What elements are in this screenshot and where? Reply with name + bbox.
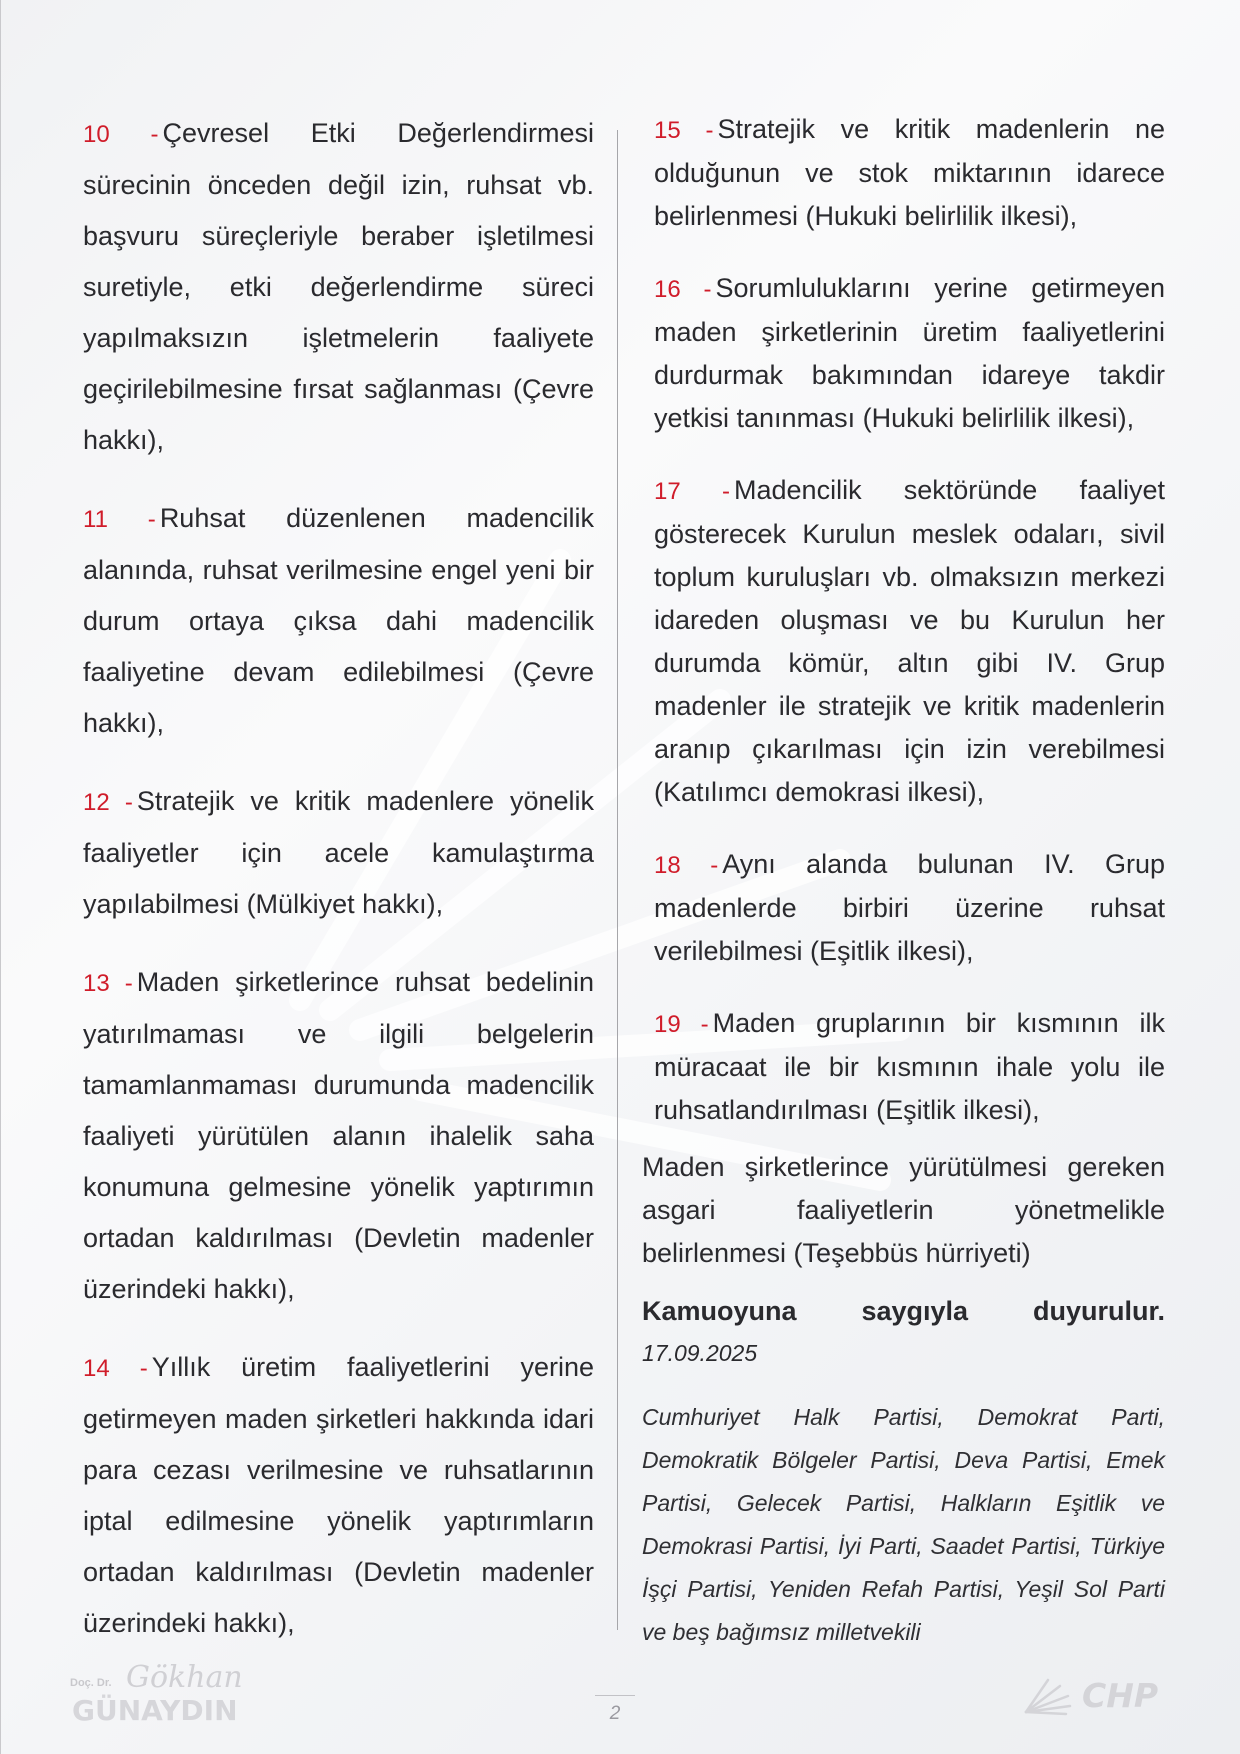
page-number: 2 xyxy=(609,1703,621,1724)
signature-script: Gökhan xyxy=(126,1660,243,1695)
list-item xyxy=(83,776,594,930)
final-paragraph: Maden şirketlerince yürütülmesi gereken asgari faaliyetlerin yönetmelikle belirlenmesi (Teşebbüs hürriyeti) xyxy=(642,1152,1165,1268)
document-date: 17.09.2025 xyxy=(642,1340,758,1366)
item-number: 12 - xyxy=(83,789,133,816)
item-text: Stratejik ve kritik madenlere yönelik faaliyetler için acele kamulaştırma yapılabilmesi (Mülkiyet hakkı), xyxy=(83,786,595,919)
item-text: Çevresel Etki Değerlendirmesi sürecinin önceden değil izin, ruhsat vb. başvuru süreçleriyle beraber işletilmesi suretiyle, etki değerlendirme süreci yapılmaksızın işletmelerin faaliyete geçirilebilmesine fırsat sağlanması (Çevre hakkı), xyxy=(83,118,594,455)
list-item xyxy=(654,1002,1165,1132)
signatory-parties: Cumhuriyet Halk Partisi, Demokrat Parti, Demokratik Bölgeler Partisi, Deva Partisi, Emek Partisi, Gelecek Partisi, Halkların Eşitlik ve Demokrasi Partisi, İyi Parti, Saadet Partisi, Türkiye İşçi Partisi, Yeniden Refah Partisi, Yeşil Sol Parti ve beş bağımsız milletvekili xyxy=(642,1404,1165,1645)
item-number: 15 - xyxy=(654,117,714,144)
list-item xyxy=(654,108,1165,238)
left-column xyxy=(83,108,594,1676)
item-number: 14 - xyxy=(83,1355,148,1382)
item-number: 19 - xyxy=(654,1011,709,1038)
column-divider xyxy=(617,130,618,1630)
item-text: Aynı alanda bulunan IV. Grup madenlerde birbiri üzerine ruhsat verilebilmesi (Eşitlik ilkesi), xyxy=(654,849,1165,966)
page-border xyxy=(0,0,1,1754)
list-item xyxy=(83,493,594,749)
item-number: 11 - xyxy=(83,506,156,533)
item-number: 10 - xyxy=(83,121,159,148)
item-text: Stratejik ve kritik madenlerin ne olduğunun ve stok miktarının idarece belirlenmesi (Hukuki belirlilik ilkesi), xyxy=(654,114,1165,231)
signature-name: GÜNAYDIN xyxy=(72,1694,238,1727)
list-item xyxy=(654,469,1165,814)
item-number: 16 - xyxy=(654,276,712,303)
item-text: Maden şirketlerince ruhsat bedelinin yatırılmaması ve ilgili belgelerin tamamlanmaması durumunda madencilik faaliyeti yürütülen alanın ihalelik saha konumuna gelmesine yönelik yaptırımın ortadan kaldırılması (Devletin madenler üzerindeki hakkı), xyxy=(83,967,594,1304)
item-number: 18 - xyxy=(654,852,719,879)
list-item xyxy=(83,1342,594,1649)
list-item xyxy=(83,957,594,1315)
item-text: Madencilik sektöründe faaliyet gösterecek Kurulun meslek odaları, sivil toplum kuruluşları vb. olmaksızın merkezi idareden oluşması ve bu Kurulun her durumda kömür, altın gibi IV. Grup madenler ile stratejik ve kritik madenlerin aranıp çıkarılması için izin verebilmesi (Katılımcı demokrasi ilkesi), xyxy=(654,475,1165,807)
footer-divider xyxy=(595,1695,635,1696)
chp-rays-icon xyxy=(1020,1676,1076,1716)
right-column xyxy=(642,108,1165,1677)
list-item xyxy=(83,108,594,466)
closing-statement: Kamuoyuna saygıyla duyurulur. xyxy=(642,1296,1165,1326)
item-text: Yıllık üretim faaliyetlerini yerine getirmeyen maden şirketleri hakkında idari para cezası verilmesine ve ruhsatlarının iptal edilmesine yönelik yaptırımların ortadan kaldırılması (Devletin madenler üzerindeki hakkı), xyxy=(83,1352,594,1638)
item-text: Ruhsat düzenlenen madencilik alanında, ruhsat verilmesine engel yeni bir durum ortaya çıksa dahi madencilik faaliyetine devam edilebilmesi (Çevre hakkı), xyxy=(83,503,595,738)
item-number: 17 - xyxy=(654,478,731,505)
item-number: 13 - xyxy=(83,970,133,997)
item-text: Maden gruplarının bir kısmının ilk müracaat ile bir kısmının ihale yolu ile ruhsatlandırılması (Eşitlik ilkesi), xyxy=(654,1008,1165,1125)
signature-title: Doç. Dr. xyxy=(70,1677,112,1689)
list-item xyxy=(654,843,1165,973)
item-text: Sorumluluklarını yerine getirmeyen maden şirketlerinin üretim faaliyetlerini durdurmak bakımından idareye takdir yetkisi tanınması (Hukuki belirlilik ilkesi), xyxy=(654,273,1165,433)
chp-logo: CHP xyxy=(1082,1676,1159,1715)
list-item xyxy=(654,267,1165,440)
